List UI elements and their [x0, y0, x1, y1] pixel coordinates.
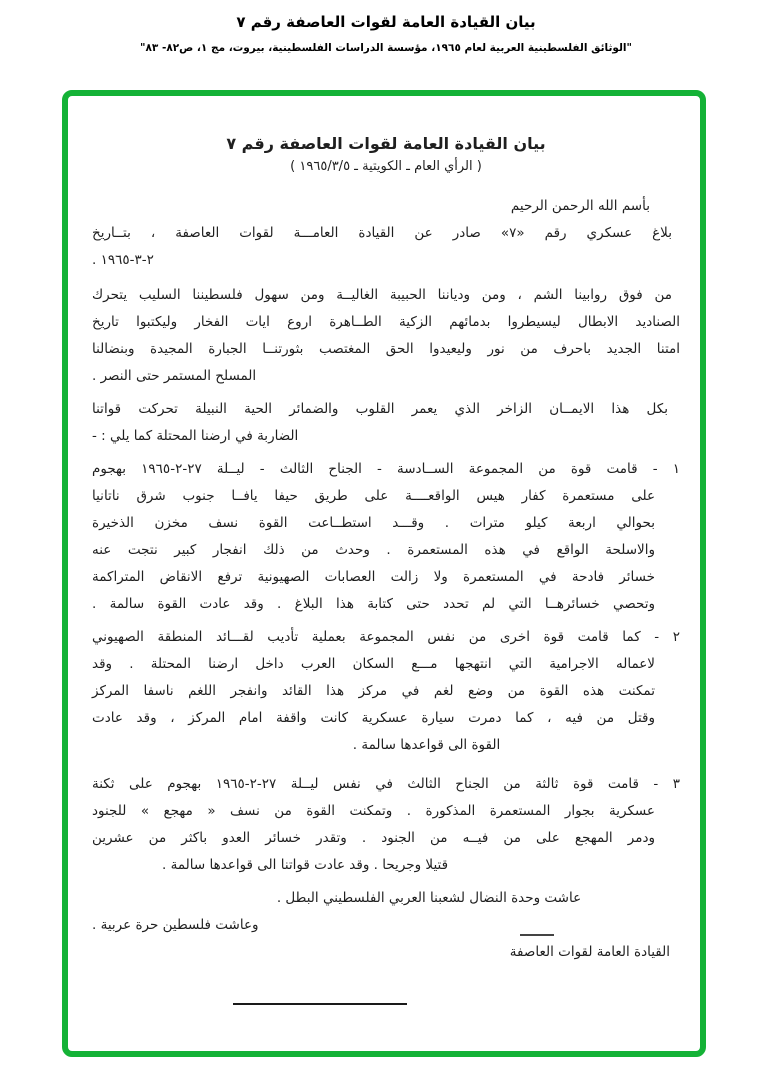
text-line: خسائر فادحة في المستعمرة ولا زالت العصابات الصهيونية ترفع الانقاض المتراكمة	[92, 569, 655, 585]
signature-line: القيادة العامة لقوات العاصفة	[509, 944, 670, 960]
text-line: بكل هذا الايمــان الزاخر الذي يعمر القلوب والضمائر الحية النبيلة تحركت قواتنا	[92, 401, 668, 417]
text-line: وقتل من فيه ، كما دمرت سيارة عسكرية كانت واقفة امام المركز ، وقد عادت	[92, 710, 655, 726]
text-line: الضاربة في ارضنا المحتلة كما يلي : -	[92, 428, 299, 444]
basmala-line: بأسم الله الرحمن الرحيم	[510, 198, 650, 214]
list-item-1	[92, 456, 680, 618]
text-line: ودمر المهجع على من فيــه من الجنود . وتقدر خسائر العدو باكثر من عشرين	[92, 830, 655, 846]
signature-dash	[520, 934, 554, 936]
text-line: على مستعمرة كفار هيس الواقعــــة على طريق حيفا يافــا جنوب شرق ناتانيا	[92, 488, 655, 504]
text-line: ١ - قامت قوة من المجموعة الســادسة - الجناح الثالث - ليــلة ٢٧-٢-١٩٦٥ بهجوم	[92, 461, 680, 477]
text-line: بلاغ عسكري رقم «٧» صادر عن القيادة العامـــة لقوات العاصفة ، بتــاريخ	[92, 225, 672, 241]
paragraph-intro	[92, 282, 680, 390]
paragraph-preamble	[92, 396, 680, 450]
document-subtitle: ( الرأي العام ـ الكويتية ـ ١٩٦٥/٣/٥ )	[290, 159, 482, 174]
text-line: من فوق روابينا الشم ، ومن ودياننا الحبيبة الغاليــة ومن سهول فلسطيننا السليب يتحرك	[92, 287, 672, 303]
document-scan	[68, 96, 700, 1051]
text-line: امتنا الجديد باحرف من نور وليعيدوا الحق المغتصب بثورتنــا الجبارة المجيدة وبنضالنا	[92, 341, 680, 357]
slogan-line: عاشت وحدة النضال لشعبنا العربي الفلسطيني البطل .	[276, 890, 582, 906]
page-header	[0, 10, 772, 56]
date-line: ٢-٣-١٩٦٥ .	[92, 252, 154, 268]
document-title: بيان القيادة العامة لقوات العاصفة رقم ٧	[226, 134, 546, 153]
opening-section	[92, 193, 680, 274]
text-line: عسكرية بجوار المستعمرة المذكورة . وتمكنت القوة من نسف « مهجع » للجنود	[92, 803, 655, 819]
closing-section	[92, 885, 680, 966]
text-line: لاعماله الاجرامية التي انتهجها مـــع السكان العرب داخل ارضنا المحتلة . وقد	[92, 656, 655, 672]
text-line: وتحصي خسائرهــا التي لم تحدد حتى كتابة هذا البلاغ . وقد عادت القوة سالمة .	[92, 596, 655, 612]
text-line: ٣ - قامت قوة ثالثة من الجناح الثالث في نفس ليــلة ٢٧-٢-١٩٦٥ بهجوم على ثكنة	[92, 776, 681, 792]
footer-rule	[233, 1003, 407, 1005]
text-line: والاسلحة الواقع في هذه المستعمرة . وحدث من ذلك انفجار كبير نتجت عنه	[92, 542, 655, 558]
document-frame	[62, 90, 706, 1057]
list-item-2	[92, 624, 680, 759]
text-line: المسلح المستمر حتى النصر .	[92, 368, 257, 384]
text-line: ٢ - كما قامت قوة اخرى من نفس المجموعة بعملية تأديب لقـــائد المنطقة الصهيوني	[92, 629, 680, 645]
text-line: قتيلا وجريحا . وقد عادت قواتنا الى قواعدها سالمة .	[162, 857, 449, 873]
text-line: بحوالي اربعة كيلو مترات . وقـــد استطــاعت القوة نسف مخزن الذخيرة	[92, 515, 655, 531]
list-item-3	[92, 771, 680, 879]
source-citation: "الوثائق الفلسطينية العربية لعام ١٩٦٥، مؤسسة الدراسات الفلسطينية، بيروت، مج ١، ص٨٢- ٨٣"	[139, 42, 632, 54]
slogan-line: وعاشت فلسطين حرة عربية .	[92, 917, 259, 933]
text-line: القوة الى قواعدها سالمة .	[352, 737, 501, 753]
page-title: بيان القيادة العامة لقوات العاصفة رقم ٧	[236, 13, 536, 31]
text-line: الصناديد الابطال ليسيطروا بدمائهم الزكية الطــاهرة اروع ايات الفخار وليكتبوا تاريخ	[92, 314, 680, 330]
text-line: تمكنت هذه القوة من وضع لغم في مركز هذا القائد وانفجر اللغم ناسفا المركز	[92, 683, 655, 699]
